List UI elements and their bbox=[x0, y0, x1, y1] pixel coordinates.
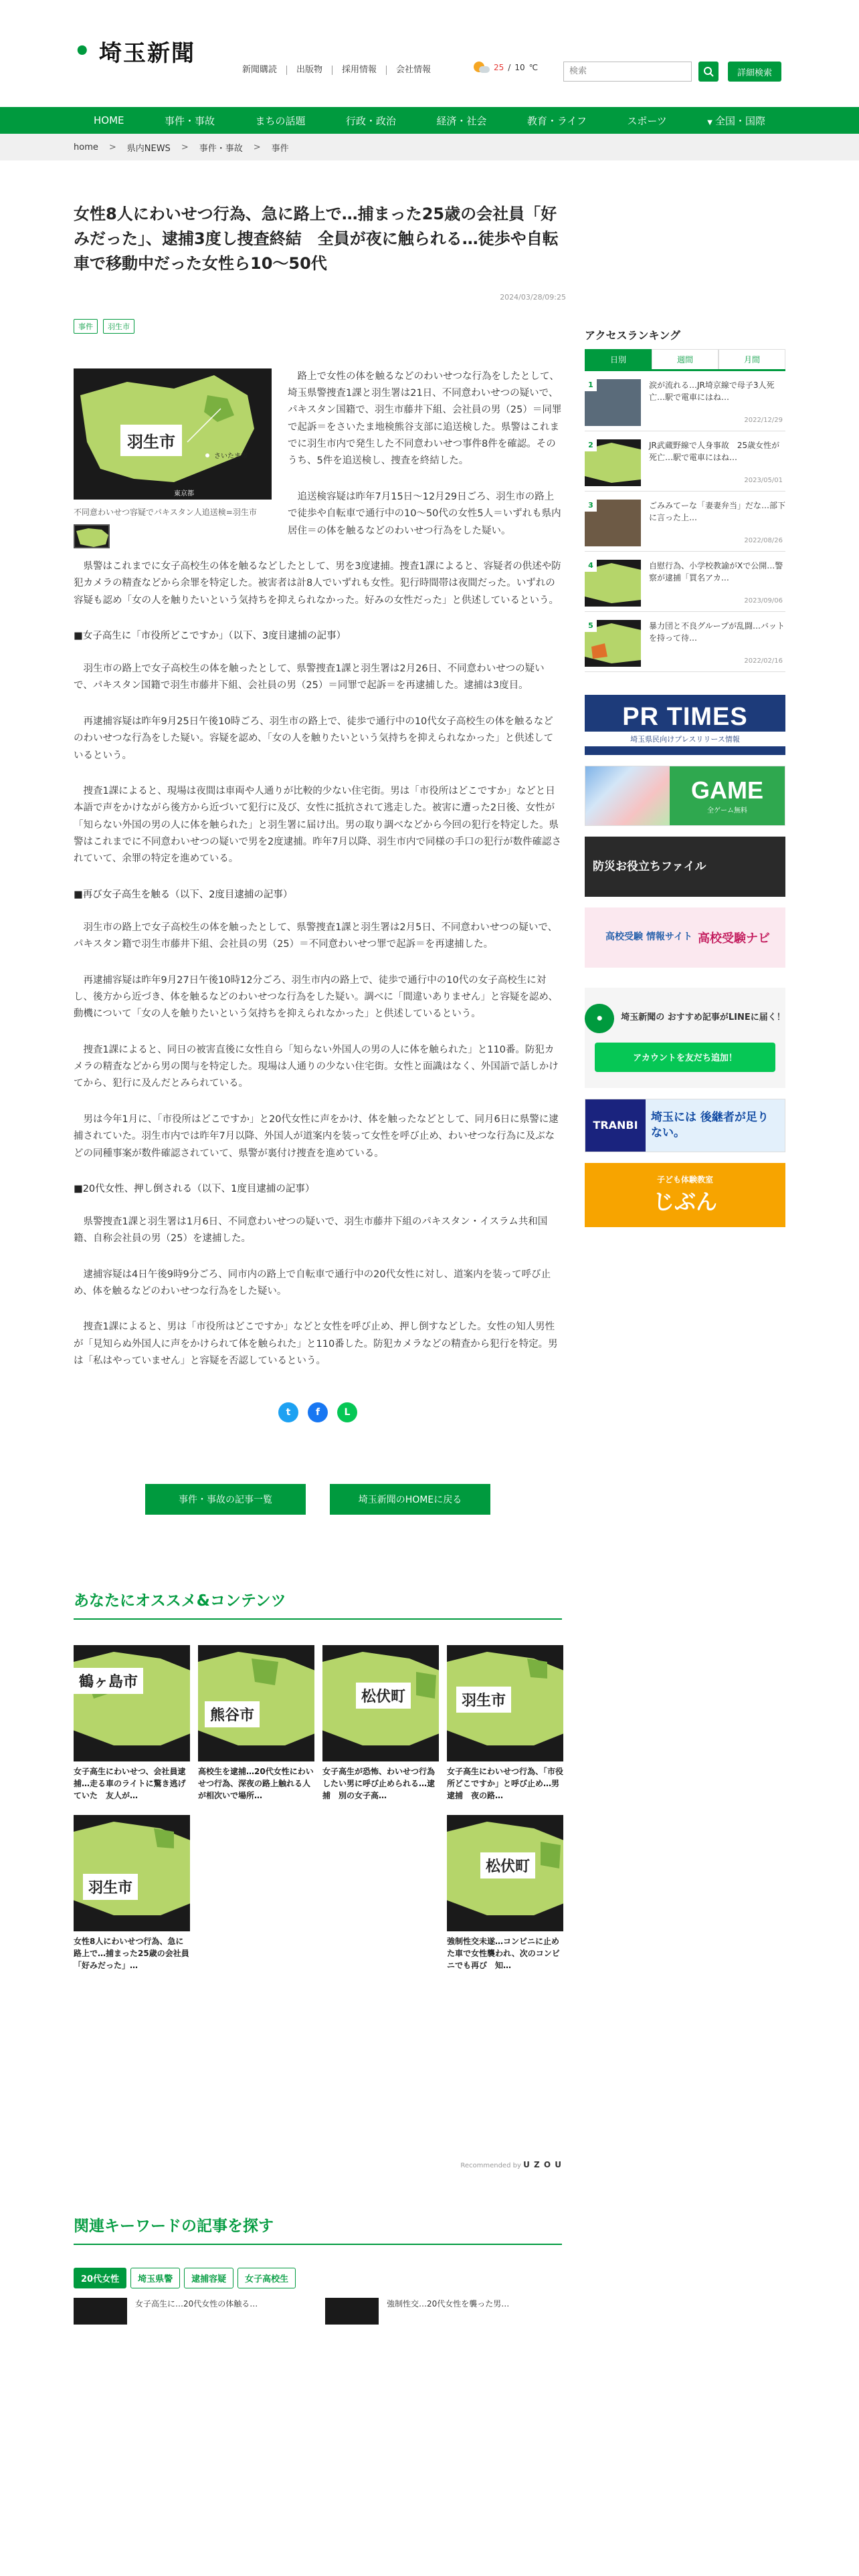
saitama-map-icon bbox=[74, 1815, 190, 1931]
breadcrumb-local-news[interactable]: 県内NEWS bbox=[126, 143, 171, 154]
recommend-city-label: 羽生市 bbox=[83, 1874, 138, 1900]
article-paragraph: 県警はこれまでに女子高校生の体を触るなどしたとして、男を3度逮捕。捜査1課によると、容疑者の供述や防犯カメラの精査などから余罪を特定した。被害者は計8人でいずれも女性。犯行時間帯は夜間だった。いずれの容疑も認め「女の人を触りたいという気持ちを抑えられなかった。好みの女性だった」と供述しているという。 bbox=[74, 560, 561, 606]
nav-incidents[interactable]: 事件・事故 bbox=[164, 114, 215, 127]
map-city-label: 羽生市 bbox=[120, 425, 182, 456]
keyword-tab[interactable]: 埼玉県警 bbox=[130, 2268, 180, 2288]
recommend-text: 女性8人にわいせつ行為、急に路上で…捕まった25歳の会社員「好みだった」… bbox=[74, 1936, 189, 1970]
article-date: 2024/03/28/09:25 bbox=[500, 292, 566, 302]
photo-caption: 不同意わいせつ容疑でパキスタン人追送検=羽生市 bbox=[74, 507, 257, 517]
breadcrumb-separator: > bbox=[108, 142, 116, 152]
recommend-grid bbox=[74, 1645, 562, 1981]
recommend-card[interactable] bbox=[74, 1815, 190, 1981]
ranking-text: 涙が流れる…JR埼京線で母子3人死亡…駅で電車にはね… bbox=[649, 380, 775, 403]
weather-unit: ℃ bbox=[529, 63, 539, 72]
breadcrumb-current: 事件 bbox=[271, 143, 289, 154]
prtimes-logo: PR TIMES bbox=[622, 703, 748, 732]
ranking-tab-monthly[interactable]: 月間 bbox=[719, 349, 785, 369]
line-icon[interactable]: L bbox=[337, 1402, 357, 1422]
header-link-subscribe[interactable]: 新聞購読 bbox=[242, 66, 287, 75]
article-paragraph: 男は今年1月に、「市役所はどこですか」と20代女性に声をかけ、体を触ったなどとして、同月6日に県警に逮捕されていた。羽生市内では昨年7月以降、外国人が道案内を装って女性を呼び止め、わいせつな行為に及ぶなどの同種事案が数件確認されていて、県警が裏付け捜査を進めている。 bbox=[74, 1113, 559, 1159]
saitama-map-thumb-icon bbox=[75, 526, 110, 548]
recommend-card[interactable] bbox=[74, 1645, 190, 1811]
nav-economy[interactable]: 経済・社会 bbox=[436, 114, 487, 127]
ranking-tabs bbox=[585, 349, 785, 371]
search-button[interactable] bbox=[698, 62, 719, 82]
page-container bbox=[74, 202, 785, 2325]
share-buttons bbox=[74, 1389, 562, 1422]
ranking-number: 4 bbox=[585, 560, 597, 572]
breadcrumb-bar bbox=[0, 134, 859, 160]
article-paragraph: 捜査1課によると、同日の被害直後に女性自ら「知らない外国人の男の人に体を触られた」と110番。防犯カメラの精査などから男の関与を特定した。現場は人通りの少ない住宅街。女性と面識はなく、外国語で話しかけてから、犯行に及んだとみられている。 bbox=[74, 1044, 559, 1089]
koukou-left-text: 高校受験 情報サイト bbox=[605, 932, 692, 943]
breadcrumb-separator: > bbox=[253, 142, 261, 152]
keyword-tab[interactable]: 女子高校生 bbox=[237, 2268, 296, 2288]
nav-town-topics[interactable]: まちの話題 bbox=[255, 114, 306, 127]
article-paragraph: 路上で女性の体を触るなどのわいせつな行為をしたとして、埼玉県警捜査1課と羽生署は21日、不同意わいせつの疑いで、パキスタン国籍で、羽生市藤井下組、会社員の男（25）＝同罪で起訴＝をさいたま地検熊谷支部に追送検した。県警はこれまでに羽生市内で発生した不同意わいせつ事件8件を確認。そのうち、5件を追送検し、捜査を終結した。 bbox=[288, 370, 562, 467]
recommend-card[interactable] bbox=[198, 1645, 314, 1811]
ranking-date: 2022/12/29 bbox=[744, 416, 783, 424]
ranking-number: 1 bbox=[585, 379, 597, 391]
weather-low: 10 bbox=[514, 63, 525, 72]
line-banner bbox=[585, 988, 785, 1088]
nav-politics[interactable]: 行政・政治 bbox=[345, 114, 396, 127]
recommend-text: 女子高生にわいせつ行為、「市役所どこですか」と呼び止め…男逮捕 夜の路… bbox=[447, 1766, 563, 1800]
keyword-article-text: 女子高生に…20代女性の体触る… bbox=[135, 2298, 258, 2309]
site-header bbox=[0, 0, 859, 107]
breadcrumb bbox=[74, 134, 785, 160]
ranking-date: 2022/08/26 bbox=[744, 536, 783, 544]
recommend-title: あなたにオススメ&コンテンツ bbox=[74, 1588, 562, 1620]
tag-hanyu[interactable]: 羽生市 bbox=[103, 319, 134, 334]
ranking-title: アクセスランキング bbox=[585, 328, 681, 342]
keyword-article[interactable] bbox=[325, 2298, 546, 2325]
bousai-title: 防災お役立ちファイル bbox=[593, 859, 706, 873]
saitama-map-icon bbox=[74, 1645, 190, 1761]
recommend-city-label: 羽生市 bbox=[456, 1687, 511, 1713]
ranking-item[interactable] bbox=[585, 552, 785, 612]
recommend-card[interactable] bbox=[447, 1815, 563, 1981]
article-paragraph: 捜査1課によると、現場は夜間は車両や人通りが比較的少ない住宅街。男は「市役所はどこですか」などと日本語で声をかけながら後方から近づいて犯行に及び、女性に抵抗されて逃走した。被害に遭った2日後、女性が「知らない外国の男の人に体を触られた」と羽生署に届け出。男の取り調べなどから今回の犯行を特定した。県警はこれまでに不同意わいせつの疑いで男を2度逮捕。昨年7月以降、羽生市内で同様の手口の犯行が数件確認されていて、余罪の特定を進めている。 bbox=[74, 785, 561, 865]
keyword-article-thumb bbox=[74, 2298, 127, 2325]
header-link-company[interactable]: 会社情報 bbox=[396, 65, 432, 75]
recommend-city-label: 松伏町 bbox=[480, 1852, 535, 1879]
recommend-city-label: 熊谷市 bbox=[205, 1701, 260, 1727]
nav-national[interactable] bbox=[707, 114, 765, 128]
article-title: 女性8人にわいせつ行為、急に路上で…捕まった25歳の会社員「好みだった」、逮捕3度し捜査終結 全員が夜に触られる…徒歩や自転車で移動中だった女性ら10～50代 bbox=[74, 205, 559, 274]
ranking-date: 2022/02/16 bbox=[744, 657, 783, 665]
ranking-thumb bbox=[585, 560, 641, 607]
search-icon bbox=[703, 66, 714, 77]
ranking-number: 2 bbox=[585, 439, 597, 451]
recommend-map-image bbox=[74, 1815, 190, 1931]
back-home-button[interactable]: 埼玉新聞のHOMEに戻る bbox=[330, 1484, 490, 1515]
tranbi-text: 埼玉には 後継者が足りない。 bbox=[646, 1099, 785, 1152]
game-subtitle: 全ゲーム無料 bbox=[707, 807, 747, 815]
jibun-top-text: 子ども体験教室 bbox=[656, 1175, 713, 1185]
article-paragraph: 捜査1課によると、男は「市役所はどこですか」などと女性を呼び止め、押し倒すなどした。女性の知人男性が「見知らぬ外国人に声をかけられて体を触られた」と110番した。防犯カメラなどの精査から犯行を特定。男は「私はやっていません」と容疑を否認しているという。 bbox=[74, 1321, 558, 1367]
ranking-text: 暴力団と不良グループが乱闘…バットを持って待… bbox=[649, 621, 785, 643]
logo-text: 埼玉新聞 bbox=[99, 40, 195, 67]
keyword-title: 関連キーワードの記事を探す bbox=[74, 2214, 562, 2245]
recommend-card[interactable] bbox=[447, 1645, 563, 1811]
photo-thumbnail[interactable] bbox=[74, 524, 110, 548]
breadcrumb-separator: > bbox=[181, 142, 189, 152]
ranking-item[interactable] bbox=[585, 492, 785, 552]
recommend-map-image bbox=[447, 1645, 563, 1761]
tag-incident[interactable]: 事件 bbox=[74, 319, 98, 334]
uzou-logo: U Z O U bbox=[523, 2159, 562, 2169]
recommend-text: 高校生を逮捕…20代女性にわいせつ行為、深夜の路上触れる人が相次いで場所… bbox=[198, 1766, 314, 1800]
keyword-article-thumb bbox=[325, 2298, 379, 2325]
weather-high: 25 bbox=[494, 63, 504, 72]
koukou-right-text: 高校受験ナビ bbox=[697, 931, 770, 946]
recommend-footer-label: Recommended by bbox=[460, 2161, 521, 2169]
article-paragraph: 追送検容疑は昨年7月15日～12月29日ごろ、羽生市の路上で徒歩や自転車で通行中の10～50代の女性5人＝いずれも県内居住＝の体を触るなどのわいせつ行為をした疑い。 bbox=[288, 491, 561, 536]
breadcrumb-home[interactable]: home bbox=[74, 142, 98, 152]
chevron-down-icon: ▼ bbox=[707, 118, 712, 126]
ranking-item[interactable] bbox=[585, 431, 785, 492]
ranking-number: 3 bbox=[585, 500, 597, 512]
recommend-map-image bbox=[447, 1815, 563, 1931]
header-links bbox=[242, 66, 440, 75]
line-banner-title: 埼玉新聞の おすすめ記事がLINEに届く！ bbox=[621, 1012, 785, 1023]
article-photo-block bbox=[74, 368, 272, 548]
article-map-image[interactable] bbox=[74, 368, 272, 500]
ranking-thumb bbox=[585, 439, 641, 486]
bousai-banner[interactable] bbox=[585, 837, 785, 897]
logo-mark-icon: • bbox=[74, 35, 91, 67]
game-banner-image bbox=[585, 766, 670, 825]
article-nav-buttons bbox=[74, 1484, 562, 1515]
article-paragraph: 羽生市の路上で女子高校生の体を触ったとして、県警捜査1課と羽生署は2月26日、不同意わいせつの疑いで、パキスタン国籍で羽生市藤井下組、会社員の男（25）＝同罪で起訴＝を再逮捕した。逮捕は3度目。 bbox=[74, 663, 545, 691]
advanced-search-button[interactable]: 詳細検索 bbox=[728, 62, 781, 82]
ranking-item[interactable] bbox=[585, 371, 785, 431]
map-saitama-label: さいたま市 bbox=[214, 452, 248, 460]
article-paragraph: 再逮捕容疑は昨年9月25日午後10時ごろ、羽生市の路上で、徒歩で通行中の10代女子高校生の体を触るなどのわいせつな行為をした疑い。容疑を認め、「女の人を触りたいという気持ちを抑えられなかった」と供述しているという。 bbox=[74, 716, 554, 761]
line-add-friend-button[interactable]: アカウントを友だち追加！ bbox=[595, 1043, 775, 1072]
prtimes-subtitle: 埼玉県民向けプレスリリース情報 bbox=[585, 732, 785, 746]
keyword-article-text: 強制性交…20代女性を襲った男… bbox=[387, 2298, 510, 2309]
sidebar bbox=[585, 327, 785, 1227]
section-heading: ■再び女子高生を触る（以下、2度目逮捕の記事） bbox=[74, 889, 293, 900]
article-main bbox=[74, 368, 562, 2325]
ranking-text: JR武蔵野線で人身事故 25歳女性が死亡…駅で電車にはね… bbox=[649, 440, 780, 463]
jibun-main-text: じぶん bbox=[652, 1189, 717, 1215]
article-paragraph: 再逮捕容疑は昨年9月27日午後10時12分ごろ、羽生市内の路上で、徒歩で通行中の10代の女子高校生に対し、後方から近づき、体を触るなどのわいせつな行為をした疑い。調べに「間違いありません」と容疑を認め、動機について「女の人を触りたいという気持ちを抑えられなかった」と供述しているという。 bbox=[74, 974, 558, 1020]
section-heading: ■20代女性、押し倒される（以下、1度目逮捕の記事） bbox=[74, 1183, 315, 1194]
koukou-banner[interactable] bbox=[585, 907, 785, 968]
nav-home[interactable]: HOME bbox=[94, 114, 124, 126]
ranking-thumb bbox=[585, 379, 641, 426]
keyword-article[interactable] bbox=[74, 2298, 294, 2325]
recommend-city-label: 松伏町 bbox=[356, 1683, 411, 1709]
sunny-cloudy-icon bbox=[472, 62, 490, 74]
map-tokyo-label: 東京都 bbox=[174, 490, 194, 498]
global-nav bbox=[0, 107, 859, 134]
ranking-date: 2023/05/01 bbox=[744, 476, 783, 484]
article-paragraph: 羽生市の路上で女子高校生の体を触ったとして、県警捜査1課と羽生署は2月5日、不同意わいせつの疑いで、パキスタン籍で羽生市藤井下組、会社員の男（25）＝不同意わいせつ罪で起訴＝を再逮捕した。 bbox=[74, 922, 558, 950]
site-logo[interactable] bbox=[74, 35, 195, 68]
article-body bbox=[74, 368, 562, 1370]
nav-national-label: 全国・国際 bbox=[714, 114, 765, 127]
ranking-date: 2023/09/06 bbox=[744, 597, 783, 605]
keyword-list bbox=[74, 2268, 562, 2288]
ranking-text: ごみみてーな「妻妻弁当」だな…部下に言った上… bbox=[649, 500, 786, 523]
recommend-text: 女子高生が恐怖、わいせつ行為したい男に呼び止められる…逮捕 別の女子高… bbox=[322, 1766, 436, 1800]
section-heading: ■女子高生に「市役所どこですか」（以下、3度目逮捕の記事） bbox=[74, 631, 347, 642]
ranking-tab-weekly[interactable]: 週間 bbox=[652, 349, 719, 369]
saitama-shimbun-logo-icon: • bbox=[585, 1004, 614, 1033]
category-list-button[interactable]: 事件・事故の記事一覧 bbox=[145, 1484, 306, 1515]
facebook-icon[interactable]: f bbox=[308, 1402, 328, 1422]
game-banner[interactable] bbox=[585, 766, 785, 826]
prtimes-banner[interactable] bbox=[585, 695, 785, 755]
recommend-footer[interactable] bbox=[74, 2160, 562, 2169]
article-paragraph: 県警捜査1課と羽生署は1月6日、不同意わいせつの疑いで、羽生市藤井下組のパキスタン・イスラム共和国籍、自称会社員の男（25）を逮捕した。 bbox=[74, 1216, 548, 1245]
tranbi-banner[interactable] bbox=[585, 1099, 785, 1152]
header-link-publications[interactable]: 出版物 bbox=[287, 66, 332, 75]
weather-widget[interactable] bbox=[472, 62, 538, 74]
tranbi-logo: TRANBI bbox=[585, 1099, 646, 1152]
recommend-text: 強制性交未遂…コンビニに止めた車で女性襲われ、次のコンビニでも再び 知… bbox=[447, 1936, 560, 1970]
nav-sports[interactable]: スポーツ bbox=[627, 114, 667, 127]
game-title: GAME bbox=[691, 776, 763, 804]
ranking-tab-daily[interactable]: 日別 bbox=[585, 349, 652, 369]
ranking-number: 5 bbox=[585, 620, 597, 632]
keyword-tab[interactable]: 20代女性 bbox=[74, 2268, 126, 2288]
recommend-text: 女子高生にわいせつ、会社員逮捕…走る車のライトに驚き逃げていた 友人が… bbox=[74, 1766, 186, 1800]
ranking-thumb bbox=[585, 500, 641, 546]
recommend-map-image bbox=[198, 1645, 314, 1761]
breadcrumb-incidents[interactable]: 事件・事故 bbox=[199, 143, 243, 154]
twitter-icon[interactable]: t bbox=[278, 1402, 298, 1422]
nav-education[interactable]: 教育・ライフ bbox=[527, 114, 587, 127]
article-paragraph: 逮捕容疑は4日午後9時9分ごろ、同市内の路上で自転車で通行中の20代女性に対し、道案内を装って呼び止め、体を触るなどのわいせつな行為をした疑い。 bbox=[74, 1269, 551, 1297]
ranking-thumb bbox=[585, 620, 641, 667]
weather-separator: / bbox=[508, 63, 511, 72]
recommend-city-label: 鶴ヶ島市 bbox=[74, 1668, 143, 1694]
search-input[interactable]: 検索 bbox=[563, 62, 692, 82]
keyword-preview bbox=[74, 2298, 562, 2325]
game-banner-text bbox=[670, 766, 785, 825]
header-link-recruit[interactable]: 採用情報 bbox=[332, 66, 387, 75]
keyword-tab[interactable]: 逮捕容疑 bbox=[184, 2268, 233, 2288]
recommend-card[interactable] bbox=[322, 1645, 439, 1811]
ranking-text: 自慰行為、小学校教諭がXで公開…警察が逮捕「買名アカ… bbox=[649, 560, 783, 583]
jibun-banner[interactable] bbox=[585, 1163, 785, 1227]
ranking-item[interactable] bbox=[585, 612, 785, 672]
recommend-map-image bbox=[322, 1645, 439, 1761]
recommend-map-image bbox=[74, 1645, 190, 1761]
